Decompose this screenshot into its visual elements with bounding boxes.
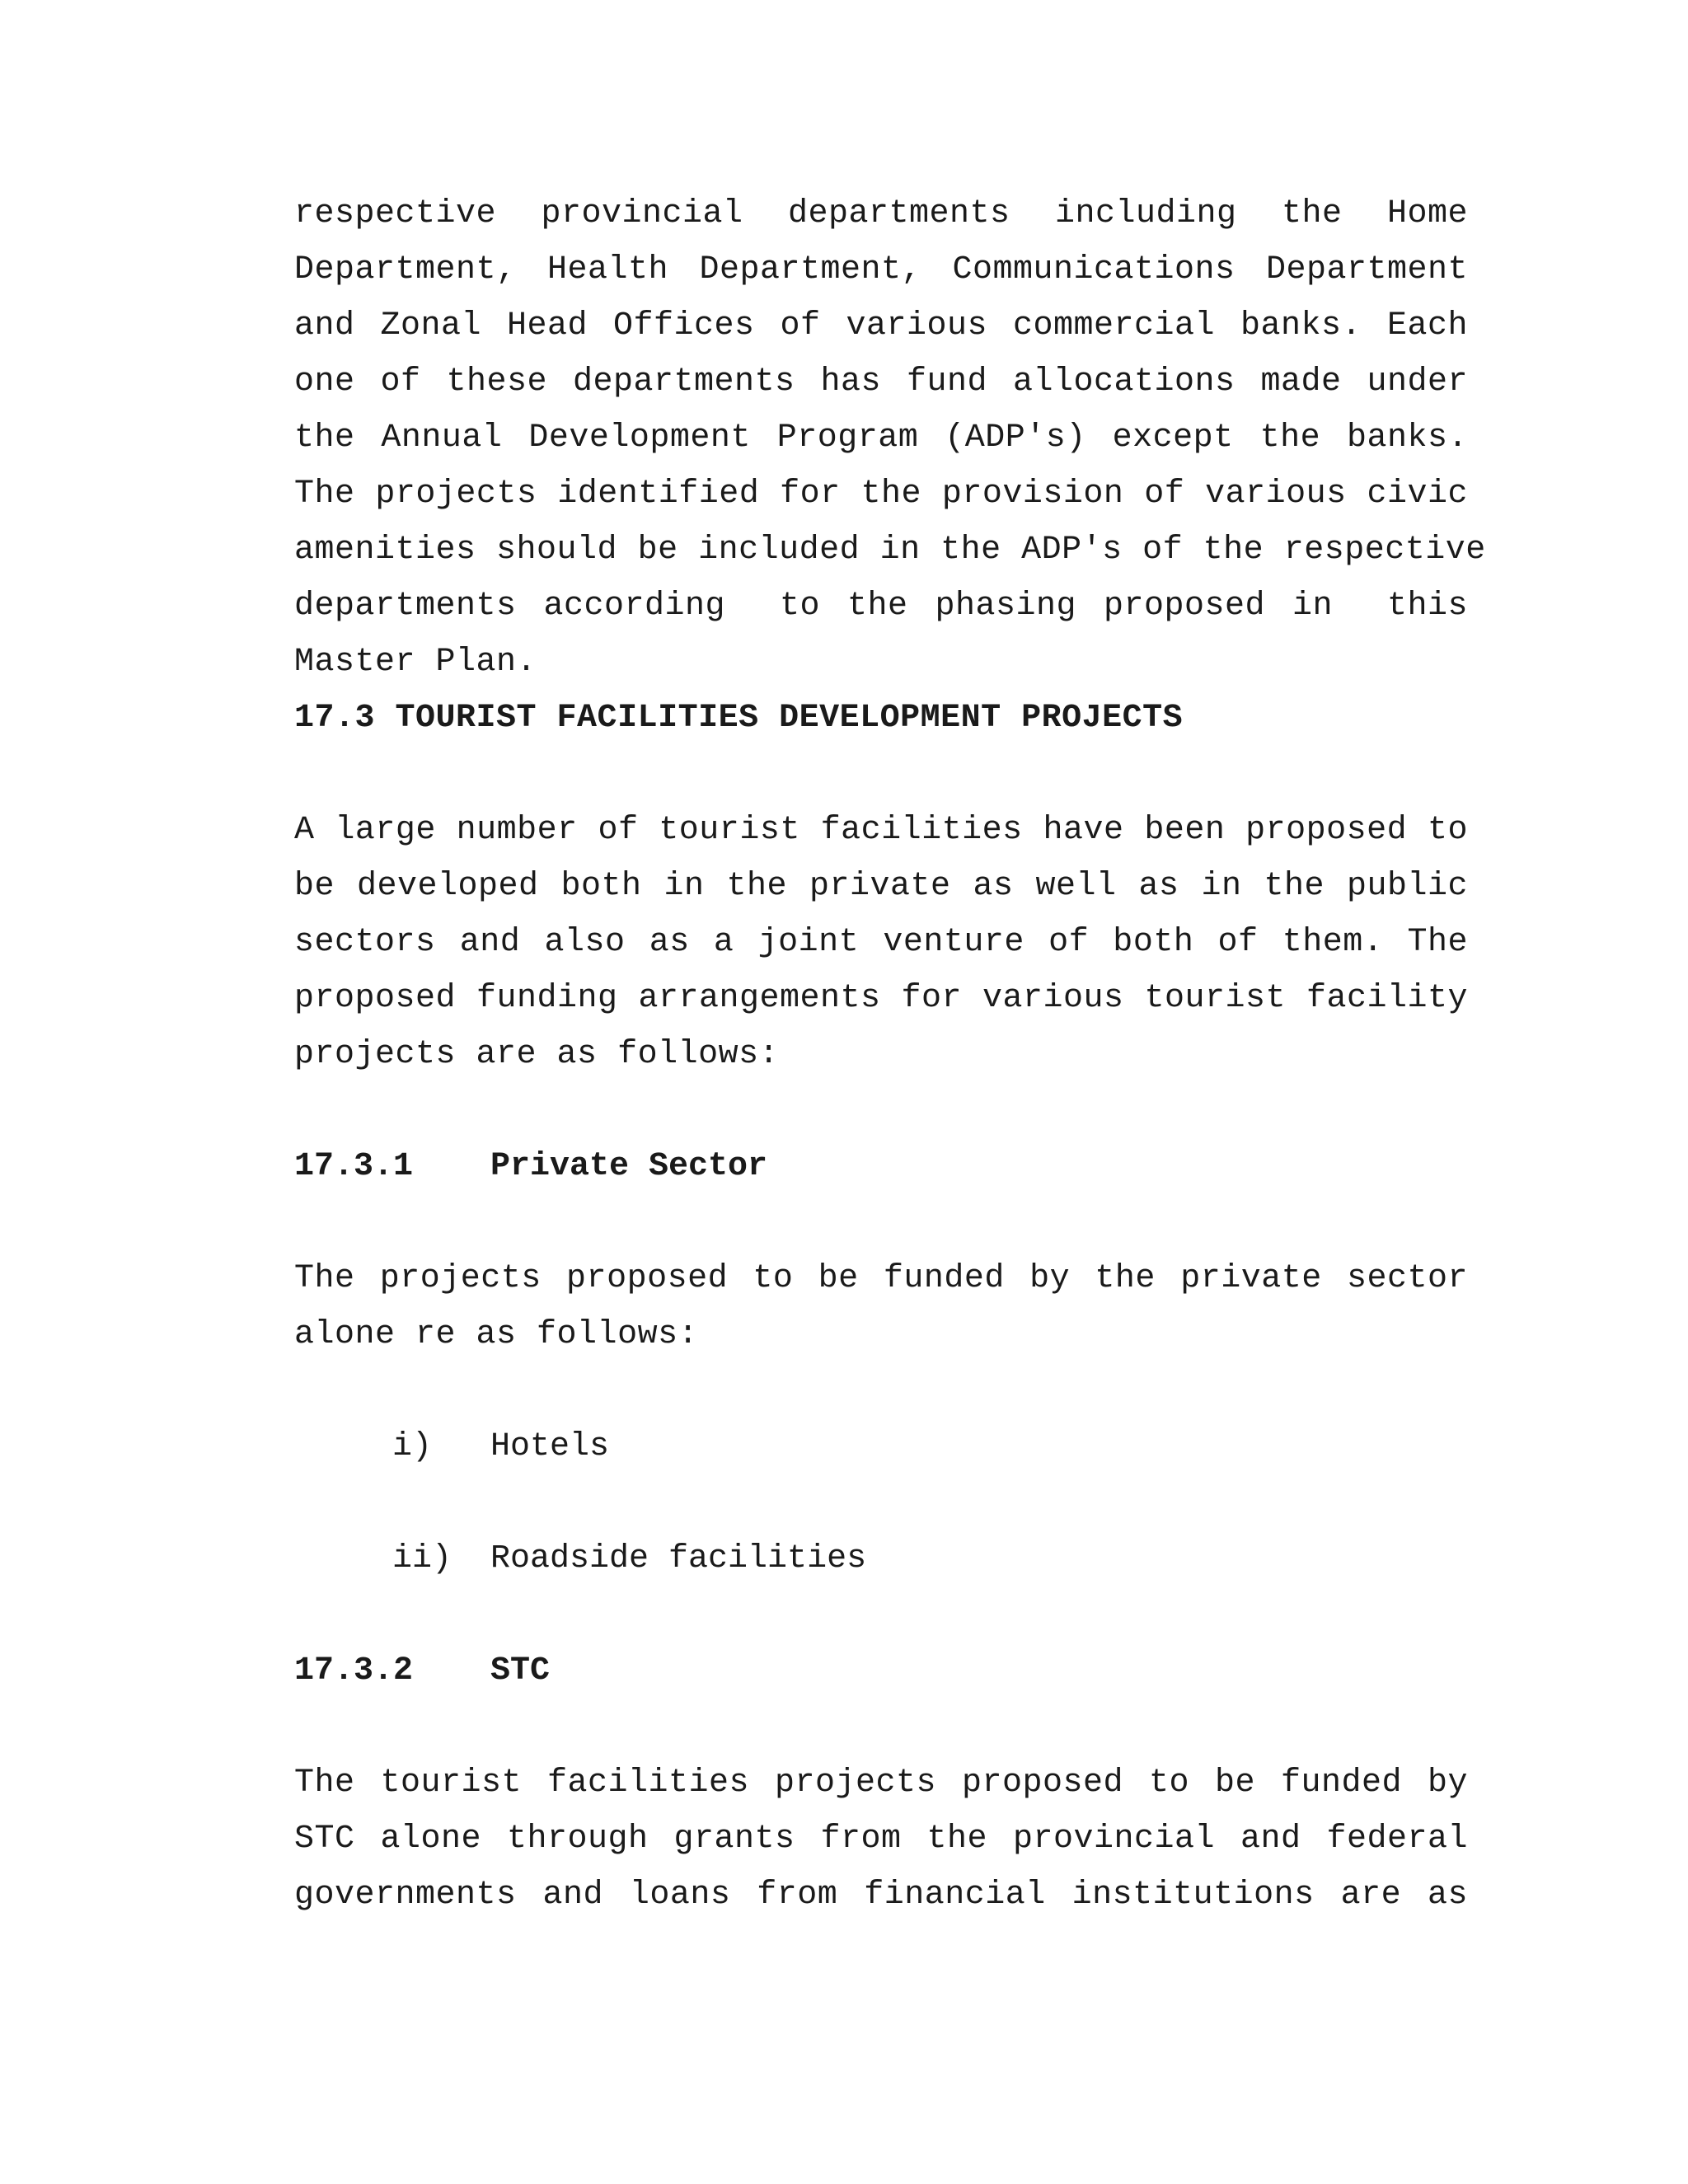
- paragraph-line: one of these departments has fund allocations made under: [294, 363, 1468, 401]
- subsection-number: 17.3.2: [294, 1652, 414, 1690]
- paragraph-line: the Annual Development Program (ADP's) except the banks.: [294, 419, 1468, 457]
- paragraph-line: A large number of tourist facilities have been proposed to: [294, 812, 1468, 849]
- paragraph-line: Master Plan.: [294, 644, 537, 681]
- paragraph-line: be developed both in the private as well as in the public: [294, 868, 1468, 905]
- paragraph-line: and Zonal Head Offices of various commercial banks. Each: [294, 307, 1468, 344]
- section-heading: 17.3 TOURIST FACILITIES DEVELOPMENT PROJECTS: [294, 700, 1184, 737]
- subsection-title: STC: [490, 1652, 551, 1690]
- paragraph-line: departments according to the phasing proposed in this: [294, 588, 1468, 625]
- paragraph-line: STC alone through grants from the provincial and federal: [294, 1821, 1468, 1858]
- subsection-number: 17.3.1: [294, 1148, 414, 1185]
- paragraph-line: alone re as follows:: [294, 1316, 699, 1353]
- paragraph-line: governments and loans from financial institutions are as: [294, 1877, 1468, 1914]
- subsection-title: Private Sector: [490, 1148, 768, 1185]
- list-item: Hotels: [490, 1428, 610, 1465]
- paragraph-line: sectors and also as a joint venture of both of them. The: [294, 924, 1468, 961]
- paragraph-line: proposed funding arrangements for various tourist facility: [294, 980, 1468, 1017]
- paragraph-line: projects are as follows:: [294, 1036, 780, 1073]
- list-item: Roadside facilities: [490, 1540, 867, 1577]
- list-marker: ii): [392, 1540, 452, 1577]
- paragraph-line: The projects identified for the provision of various civic: [294, 476, 1468, 513]
- paragraph-line: The tourist facilities projects proposed to be funded by: [294, 1765, 1468, 1802]
- paragraph-line: Department, Health Department, Communications Department: [294, 251, 1468, 288]
- paragraph-line: amenities should be included in the ADP's of the respective: [294, 532, 1486, 569]
- list-marker: i): [392, 1428, 433, 1465]
- paragraph-line: respective provincial departments including the Home: [294, 195, 1468, 232]
- paragraph-line: The projects proposed to be funded by the private sector: [294, 1260, 1468, 1297]
